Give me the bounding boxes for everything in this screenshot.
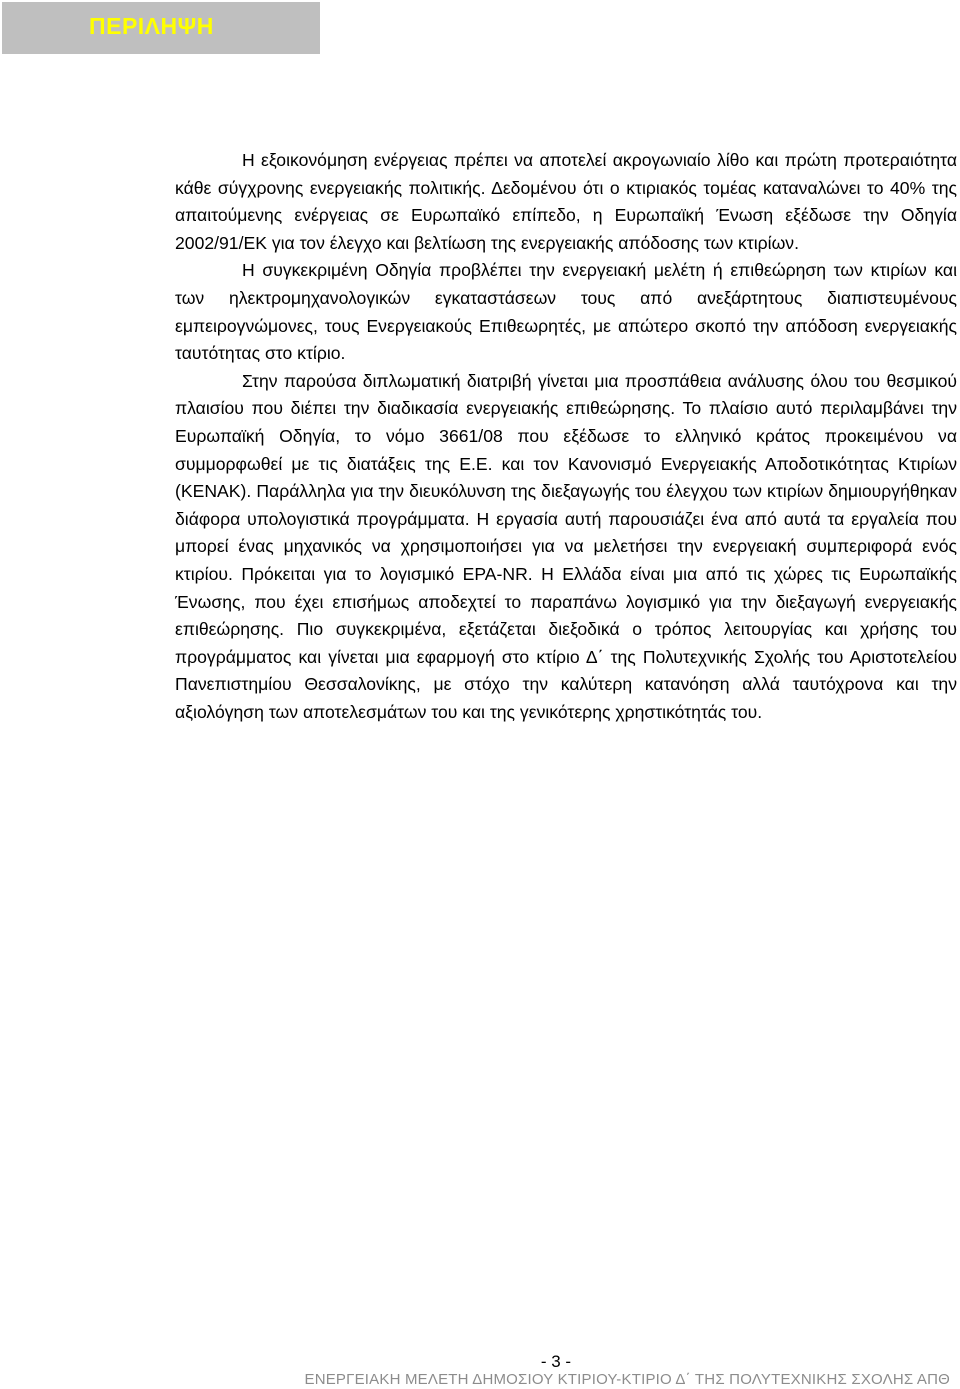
section-heading-title: ΠΕΡΙΛΗΨΗ — [89, 13, 214, 39]
running-footer-title: ΕΝΕΡΓΕΙΑΚΗ ΜΕΛΕΤΗ ΔΗΜΟΣΙΟΥ ΚΤΙΡΙΟΥ-ΚΤΙΡΙΟ Δ΄ ΤΗΣ ΠΟΛΥΤΕΧΝΙΚΗΣ ΣΧΟΛΗΣ ΑΠΘ — [304, 1371, 950, 1388]
abstract-paragraph-2: Η συγκεκριμένη Οδηγία προβλέπει την ενεργειακή μελέτη ή επιθεώρηση των κτιρίων και των ηλεκτρομηχανολογικών εγκαταστάσεων τους από ανεξάρτητους διαπιστευμένους εμπειρογνώμονες, τους Ενεργειακούς Επιθεωρητές, με απώτερο σκοπό την απόδοση ενεργειακής ταυτότητας στο κτίριο. — [175, 260, 957, 364]
page-number: - 3 - — [540, 1352, 572, 1371]
abstract-paragraph-3: Στην παρούσα διπλωματική διατριβή γίνεται μια προσπάθεια ανάλυσης όλου του θεσμικού πλαισίου που διέπει την διαδικασία ενεργειακής επιθεώρησης. Το πλαίσιο αυτό περιλαμβάνει την Ευρωπαϊκή Οδηγία, το νόμο 3661/08 που εξέδωσε το ελληνικό κράτος προκειμένου να συμμορφωθεί με τις διατάξεις της Ε.Ε. και τον Κανονισμό Ενεργειακής Αποδοτικότητας Κτιρίων (ΚΕΝΑΚ). Παράλληλα για την διευκόλυνση της διεξαγωγής του έλεγχου των κτιρίων δημιουργήθηκαν διάφορα υπολογιστικά προγράμματα. Η εργασία αυτή παρουσιάζει ένα από αυτά τα εργαλεία που μπορεί ένας μηχανικός να χρησιμοποιήσει για να μελετήσει την ενεργειακή συμπεριφορά ενός κτιρίου. Πρόκειται για το λογισμικό EPA-NR. Η Ελλάδα είναι μια από τις χώρες τις Ευρωπαϊκής Ένωσης, που έχει επισήμως αποδεχτεί το παραπάνω λογισμικό για την διεξαγωγή ενεργειακής επιθεώρησης. Πιο συγκεκριμένα, εξετάζεται διεξοδικά ο τρόπος λειτουργίας και χρήσης του προγράμματος και γίνεται μια εφαρμογή στο κτίριο Δ΄ της Πολυτεχνικής Σχολής του Αριστοτελείου Πανεπιστημίου Θεσσαλονίκης, με στόχο την καλύτερη κατανόηση αλλά ταυτόχρονα και την αξιολόγηση των αποτελεσμάτων του και της γενικότερης χρηστικότητάς του. — [175, 370, 957, 722]
abstract-body — [175, 147, 957, 726]
abstract-paragraph-1: Η εξοικονόμηση ενέργειας πρέπει να αποτελεί ακρογωνιαίο λίθο και πρώτη προτεραιότητα κάθε σύγχρονης ενεργειακής πολιτικής. Δεδομένου ότι ο κτιριακός τομέας καταναλώνει το 40% της απαιτούμενης ενέργειας σε Ευρωπαϊκό επίπεδο, η Ευρωπαϊκή Ένωση εξέδωσε την Οδηγία 2002/91/ΕΚ για τον έλεγχο και βελτίωση της ενεργειακής απόδοσης των κτιρίων. — [175, 150, 957, 253]
section-heading-box — [2, 2, 320, 54]
